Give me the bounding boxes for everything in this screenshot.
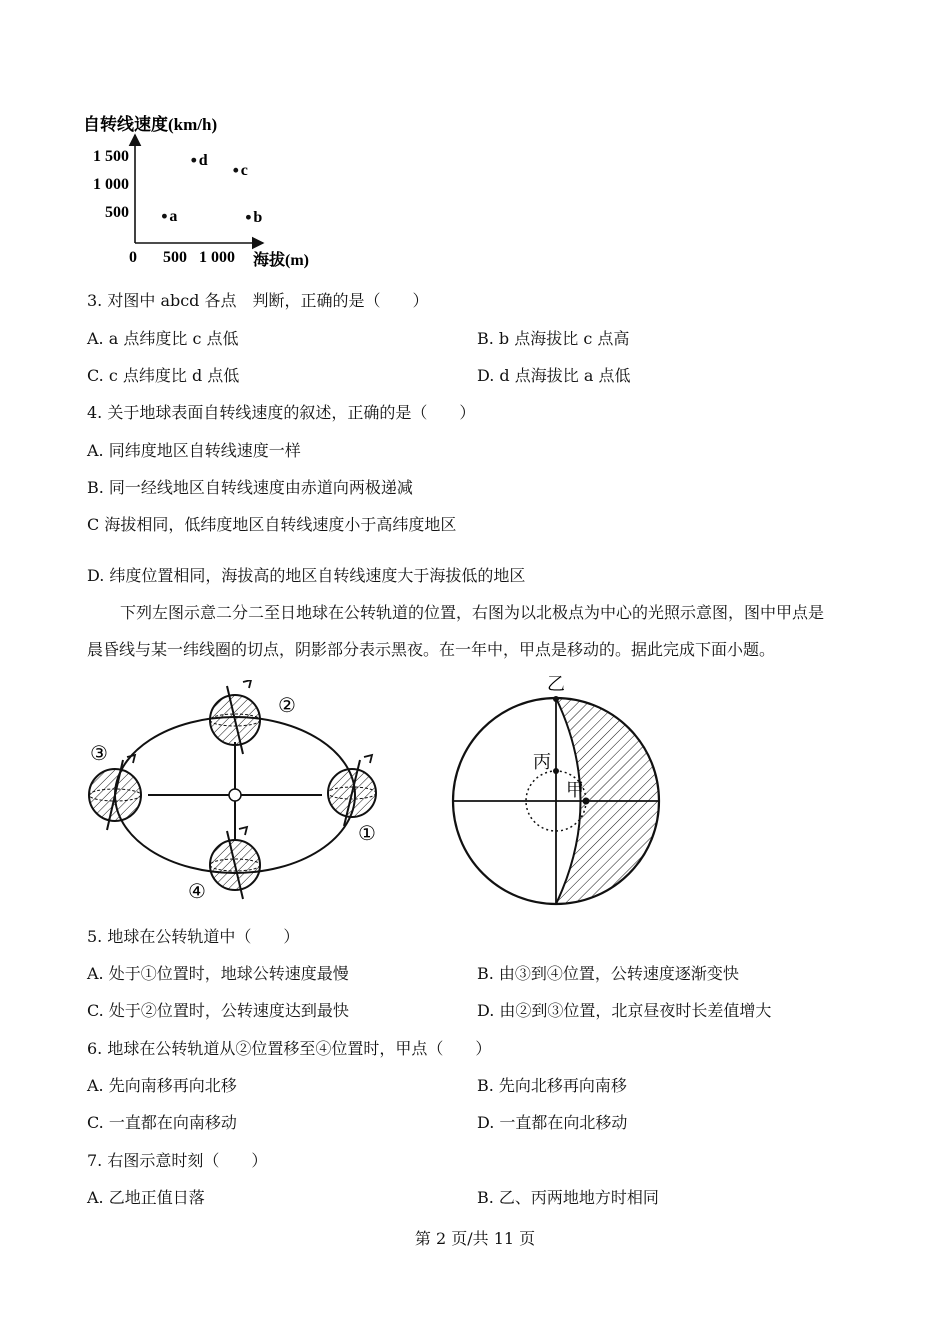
orbit-label-1: ①: [358, 823, 376, 845]
point-d: [191, 158, 196, 163]
q4-option-d: D. 纬度位置相同，海拔高的地区自转线速度大于海拔低的地区: [87, 566, 526, 585]
chart-xlabel: 海拔(m): [253, 252, 309, 269]
q7-option-a: A. 乙地正值日落: [87, 1188, 205, 1207]
intro-line-2: 晨昏线与某一纬线圈的切点，阴影部分表示黑夜。在一年中，甲点是移动的。据此完成下面小题。: [87, 640, 776, 659]
page-footer: 第 2 页/共 11 页: [414, 1229, 536, 1248]
q6-option-c: C. 一直都在向南移动: [87, 1113, 237, 1132]
point-label-b: b: [253, 209, 263, 227]
q4-option-b: B. 同一经线地区自转线速度由赤道向两极递减: [87, 478, 413, 497]
q4-option-c: C 海拔相同，低纬度地区自转线速度小于高纬度地区: [87, 515, 457, 534]
scatter-points: [162, 152, 262, 226]
q6-option-a: A. 先向南移再向北移: [87, 1076, 237, 1095]
q7-option-b: B. 乙、丙两地地方时相同: [477, 1188, 659, 1207]
q3-option-a: A. a 点纬度比 c 点低: [87, 329, 239, 348]
y-tick-label-500: 500: [105, 204, 129, 221]
label-bing: 丙: [533, 752, 551, 772]
q5-stem: 5. 地球在公转轨道中（ ）: [87, 927, 300, 946]
q7-stem: 7. 右图示意时刻（ ）: [87, 1151, 268, 1170]
q5-option-c: C. 处于②位置时，公转速度达到最快: [87, 1001, 349, 1020]
label-jia: 甲: [566, 780, 584, 800]
q3-option-d: D. d 点海拔比 a 点低: [477, 366, 631, 385]
point-label-d: d: [198, 152, 208, 170]
x-tick-label-500: 500: [163, 249, 187, 266]
q6-option-d: D. 一直都在向北移动: [477, 1113, 628, 1132]
chart-ylabel: 自转线速度(km/h): [83, 115, 218, 134]
orbit-label-4: ④: [188, 881, 206, 903]
point-a: [162, 214, 167, 219]
q3-stem: 3. 对图中 abcd 各点 判断，正确的是（ ）: [87, 291, 429, 310]
point-label-a: a: [169, 208, 178, 226]
scatter-chart: [75, 105, 335, 275]
q4-option-a: A. 同纬度地区自转线速度一样: [87, 441, 301, 460]
earth-icon-position-1: [328, 755, 376, 826]
q5-option-b: B. 由③到④位置，公转速度逐渐变快: [477, 964, 739, 983]
point-bing: [553, 768, 559, 774]
point-c: [233, 168, 238, 173]
q6-option-b: B. 先向北移再向南移: [477, 1076, 627, 1095]
q3-option-b: B. b 点海拔比 c 点高: [477, 329, 630, 348]
earth-icon-position-3: [89, 755, 141, 830]
y-tick-label-1500: 1 500: [93, 148, 129, 165]
earth-icon-position-2: [210, 680, 260, 754]
orbit-label-3: ③: [90, 743, 108, 765]
q6-stem: 6. 地球在公转轨道从②位置移至④位置时，甲点（ ）: [87, 1039, 492, 1058]
x-tick-label-1000: 1 000: [199, 249, 235, 266]
q4-stem: 4. 关于地球表面自转线速度的叙述，正确的是（ ）: [87, 403, 476, 422]
q5-option-a: A. 处于①位置时，地球公转速度最慢: [87, 964, 349, 983]
intro-line-1: 下列左图示意二分二至日地球在公转轨道的位置，右图为以北极点为中心的光照示意图，图中甲点是: [120, 603, 825, 622]
point-yi: [553, 696, 559, 702]
q3-option-c: C. c 点纬度比 d 点低: [87, 366, 240, 385]
label-yi: 乙: [547, 674, 565, 694]
polar-illumination-figure: [440, 672, 680, 912]
orbit-figure: [80, 680, 400, 910]
origin-label: 0: [129, 249, 137, 266]
point-b: [246, 215, 251, 220]
q5-option-d: D. 由②到③位置，北京昼夜时长差值增大: [477, 1001, 772, 1020]
y-tick-label-1000: 1 000: [93, 176, 129, 193]
point-label-c: c: [240, 162, 248, 180]
orbit-label-2: ②: [278, 695, 296, 717]
